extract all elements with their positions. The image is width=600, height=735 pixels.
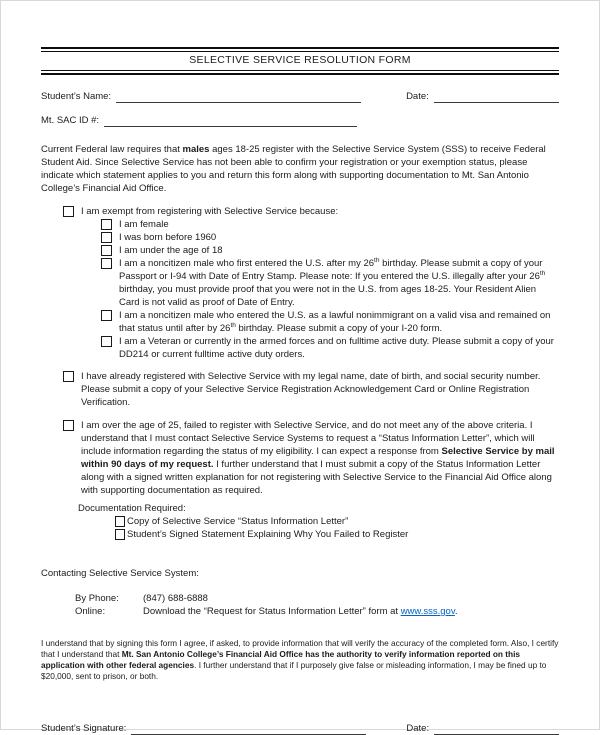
- exempt-section: [63, 205, 559, 218]
- noncitizen-after-26-checkbox[interactable]: [101, 258, 112, 269]
- already-registered-section: [63, 370, 559, 409]
- exempt-checkbox[interactable]: [63, 206, 74, 217]
- exempt-option-noncitizen-nonimmigrant: [101, 309, 559, 335]
- over-25-label: I am over the age of 25, failed to register with Selective Service, and do not meet any of the above criteria. I understand that I must contact Selective Service Systems to request a “Status Information Letter”, which will include information regarding the status of my eligibility. I can expect a response from Selective Service by mail within 90 days of my request. I further understand that I must submit a copy of the Status Information Letter along with a signed written explanation for not registering with Selective Service to the Financial Aid Office along with supporting documentation as required.: [81, 420, 555, 496]
- already-registered-checkbox[interactable]: [63, 371, 74, 382]
- student-name-label: Student’s Name:: [41, 91, 112, 102]
- doc-item-label: Student’s Signed Statement Explaining Why You Failed to Register: [127, 529, 409, 540]
- doc-item-status-letter: [115, 515, 559, 528]
- phone-label: By Phone:: [75, 593, 119, 604]
- signed-statement-checkbox[interactable]: [115, 529, 125, 540]
- exempt-option-under-18: [101, 244, 559, 257]
- signature-row: [41, 722, 559, 735]
- student-name-line[interactable]: [116, 90, 361, 103]
- title-band: [41, 47, 559, 75]
- online-value: Download the “Request for Status Information Letter” form at www.sss.gov.: [143, 606, 458, 617]
- already-registered-label: I have already registered with Selective Service with my legal name, date of birth, and social security number. Please submit a copy of your Selective Service Registration Acknowledgement Card or Online Registration Verification.: [81, 371, 541, 408]
- name-date-row: [41, 90, 559, 103]
- female-checkbox[interactable]: [101, 219, 112, 230]
- over-25-section: [63, 419, 559, 497]
- status-letter-checkbox[interactable]: [115, 516, 125, 527]
- id-line[interactable]: [104, 114, 357, 127]
- checkbox-label: I am under the age of 18: [119, 245, 223, 256]
- form-page: [1, 47, 599, 735]
- date-line[interactable]: [434, 90, 559, 103]
- contact-heading: Contacting Selective Service System:: [41, 568, 199, 579]
- title-rule-bottom: [41, 70, 559, 75]
- certification-paragraph: I understand that by signing this form I agree, if asked, to provide information that will verify the accuracy of the completed form. Also, I certify that I understand that Mt. San Antonio College’s Financial Aid Office has the authority to verify information reported on this application with other federal agencies. I further understand that if I purposely give false or misleading information, I may be fined up to $20,000, sent to prison, or both.: [41, 638, 559, 681]
- doc-item-signed-statement: [115, 528, 559, 541]
- exempt-option-noncitizen-entered-after-26: [101, 257, 559, 309]
- online-label: Online:: [75, 606, 106, 617]
- under-18-checkbox[interactable]: [101, 245, 112, 256]
- exempt-option-born-before-1960: [101, 231, 559, 244]
- checkbox-label: I am a noncitizen male who entered the U.S. as a lawful nonimmigrant on a valid visa and remained on that status until after by 26th birthday. Please submit a copy of your I-20 form.: [119, 310, 551, 334]
- signature-date-label: Date:: [406, 723, 430, 734]
- exempt-label: I am exempt from registering with Selective Service because:: [81, 206, 339, 217]
- noncitizen-nonimmigrant-checkbox[interactable]: [101, 310, 112, 321]
- exempt-option-veteran: [101, 335, 559, 361]
- doc-item-label: Copy of Selective Service “Status Information Letter”: [127, 516, 349, 527]
- checkbox-label: I am a Veteran or currently in the armed forces and on fulltime active duty. Please submit a copy of your DD214 or current fulltime active duty orders.: [119, 336, 554, 360]
- signature-label: Student’s Signature:: [41, 723, 127, 734]
- documentation-required-label: Documentation Required:: [78, 503, 186, 514]
- over-25-checkbox[interactable]: [63, 420, 74, 431]
- phone-value: (847) 688-6888: [143, 593, 208, 604]
- sss-gov-link[interactable]: www.sss.gov: [400, 606, 455, 617]
- checkbox-label: I am a noncitizen male who first entered the U.S. after my 26th birthday. Please submit a copy of your Passport or I-94 with Date of Entry Stamp. Please note: If you entered the U.S. illegally after your 26th birthday, you must provide proof that you were not in the U.S. from ages 18-25. Your Resident Alien Card is not valid as proof of Date of Entry.: [119, 256, 546, 308]
- checkbox-label: I am female: [119, 219, 169, 230]
- signature-date-line[interactable]: [434, 722, 559, 735]
- contact-phone-row: [75, 592, 559, 605]
- form-title: SELECTIVE SERVICE RESOLUTION FORM: [189, 54, 411, 66]
- contact-online-row: [75, 605, 559, 618]
- born-before-1960-checkbox[interactable]: [101, 232, 112, 243]
- exempt-option-female: [101, 218, 559, 231]
- id-label: Mt. SAC ID #:: [41, 115, 100, 126]
- signature-line[interactable]: [131, 722, 366, 735]
- id-row: [41, 114, 559, 127]
- veteran-checkbox[interactable]: [101, 336, 112, 347]
- date-label: Date:: [406, 91, 429, 102]
- intro-paragraph: Current Federal law requires that males ages 18-25 register with the Selective Service System (SSS) to receive Federal Student Aid. Since Selective Service has not been able to confirm your registration or your exemption status, please indicate which statement applies to you and return this form along with supporting documentation to Mt. San Antonio College’s Financial Aid Office.: [41, 144, 546, 194]
- checkbox-label: I was born before 1960: [119, 232, 217, 243]
